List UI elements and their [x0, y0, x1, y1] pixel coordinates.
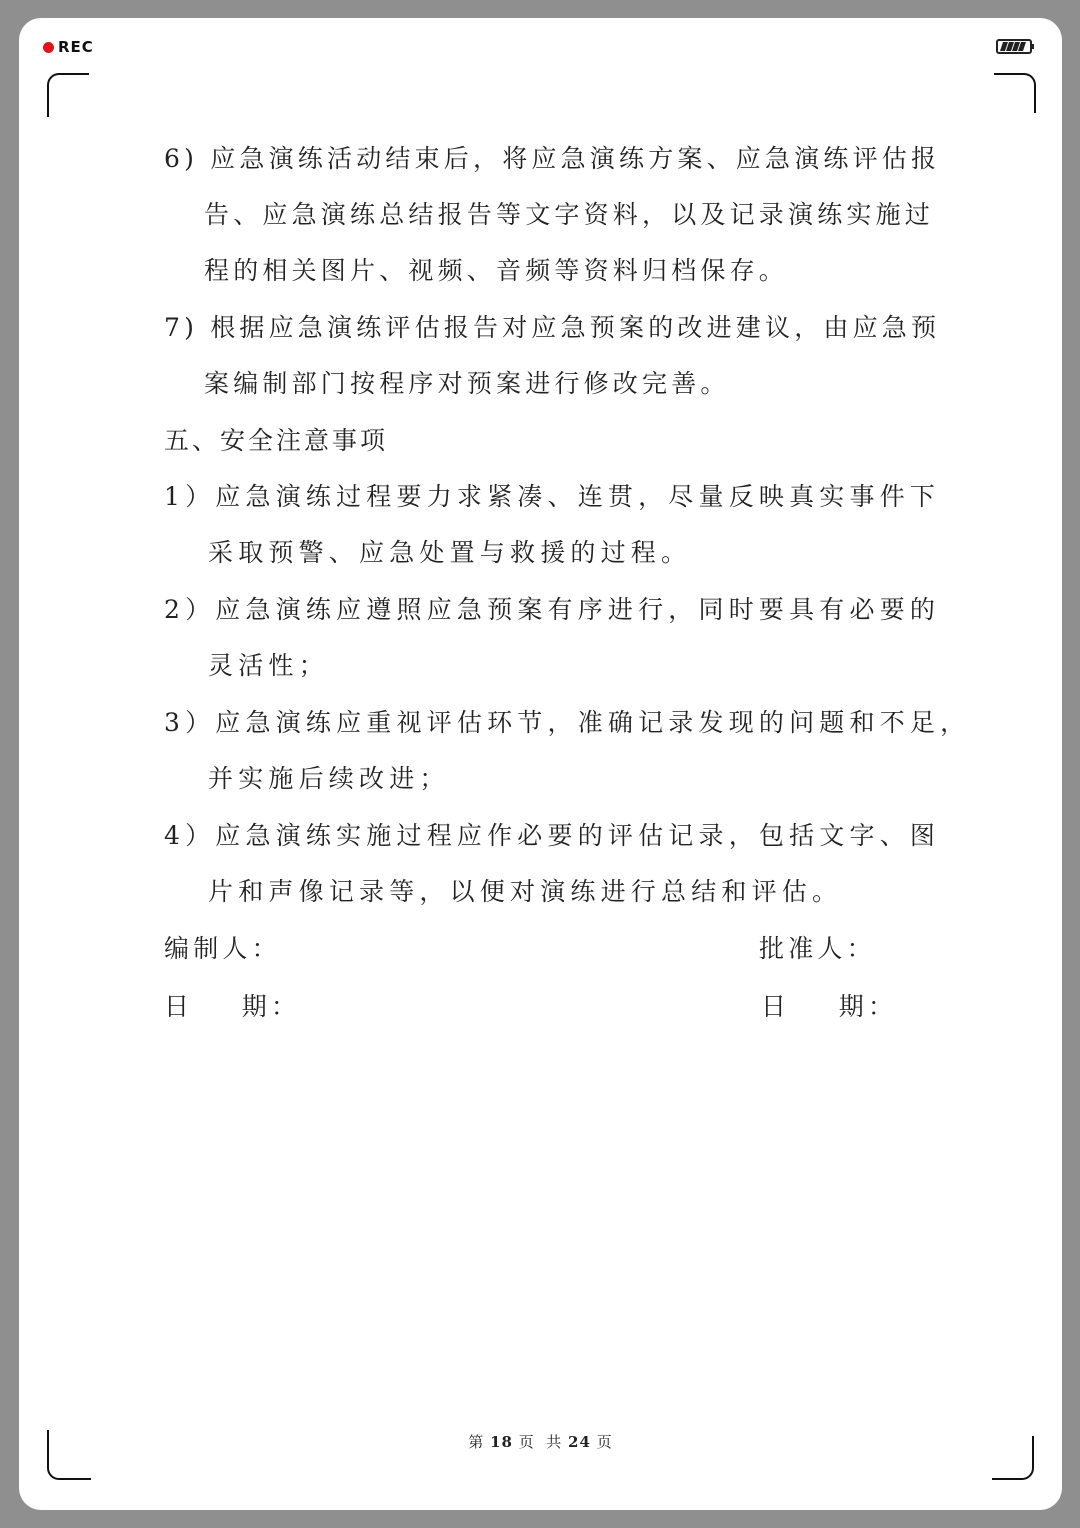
safety-item-2-line-1: 2）应急演练应遵照应急预案有序进行，同时要具有必要的	[164, 595, 941, 624]
item-7-line-1: 7) 根据应急演练评估报告对应急预案的改进建议，由应急预	[164, 313, 941, 342]
approver-label: 批准人：	[759, 934, 876, 963]
recording-indicator	[43, 38, 94, 56]
item-6-line-1: 6) 应急演练活动结束后，将应急演练方案、应急演练评估报	[164, 144, 941, 173]
safety-item-3-line-2: 并实施后续改进；	[208, 764, 450, 793]
page-mid-text: 页 共	[518, 1433, 563, 1451]
safety-item-1-line-1: 1）应急演练过程要力求紧凑、连贯，尽量反映真实事件下	[164, 482, 941, 511]
section-heading: 五、安全注意事项	[164, 426, 389, 455]
safety-item-4-line-1: 4）应急演练实施过程应作必要的评估记录，包括文字、图	[164, 821, 941, 850]
date-right-label: 日 期：	[761, 992, 898, 1021]
item-6-line-2: 告、应急演练总结报告等文字资料，以及记录演练实施过	[204, 200, 935, 229]
record-dot-icon	[43, 42, 54, 53]
page-prefix: 第	[468, 1433, 485, 1451]
item-6-line-3: 程的相关图片、视频、音频等资料归档保存。	[204, 256, 789, 285]
compiler-label: 编制人：	[164, 934, 281, 963]
page-suffix: 页	[596, 1433, 613, 1451]
viewfinder-corner-top-left	[47, 73, 89, 117]
date-left-label: 日 期：	[164, 992, 301, 1021]
safety-item-1-line-2: 采取预警、应急处置与救援的过程。	[208, 538, 692, 567]
item-7-line-2: 案编制部门按程序对预案进行修改完善。	[204, 369, 730, 398]
current-page-number: 18	[490, 1433, 513, 1451]
page-number	[19, 1431, 1062, 1452]
rec-label: REC	[58, 38, 94, 56]
safety-item-3-line-1: 3）应急演练应重视评估环节，准确记录发现的问题和不足，	[164, 708, 971, 737]
total-page-number: 24	[568, 1433, 591, 1451]
document-page	[19, 18, 1062, 1510]
safety-item-2-line-2: 灵活性；	[208, 651, 329, 680]
safety-item-4-line-2: 片和声像记录等，以便对演练进行总结和评估。	[208, 877, 843, 906]
viewfinder-corner-top-right	[994, 73, 1036, 113]
battery-icon	[995, 38, 1035, 55]
